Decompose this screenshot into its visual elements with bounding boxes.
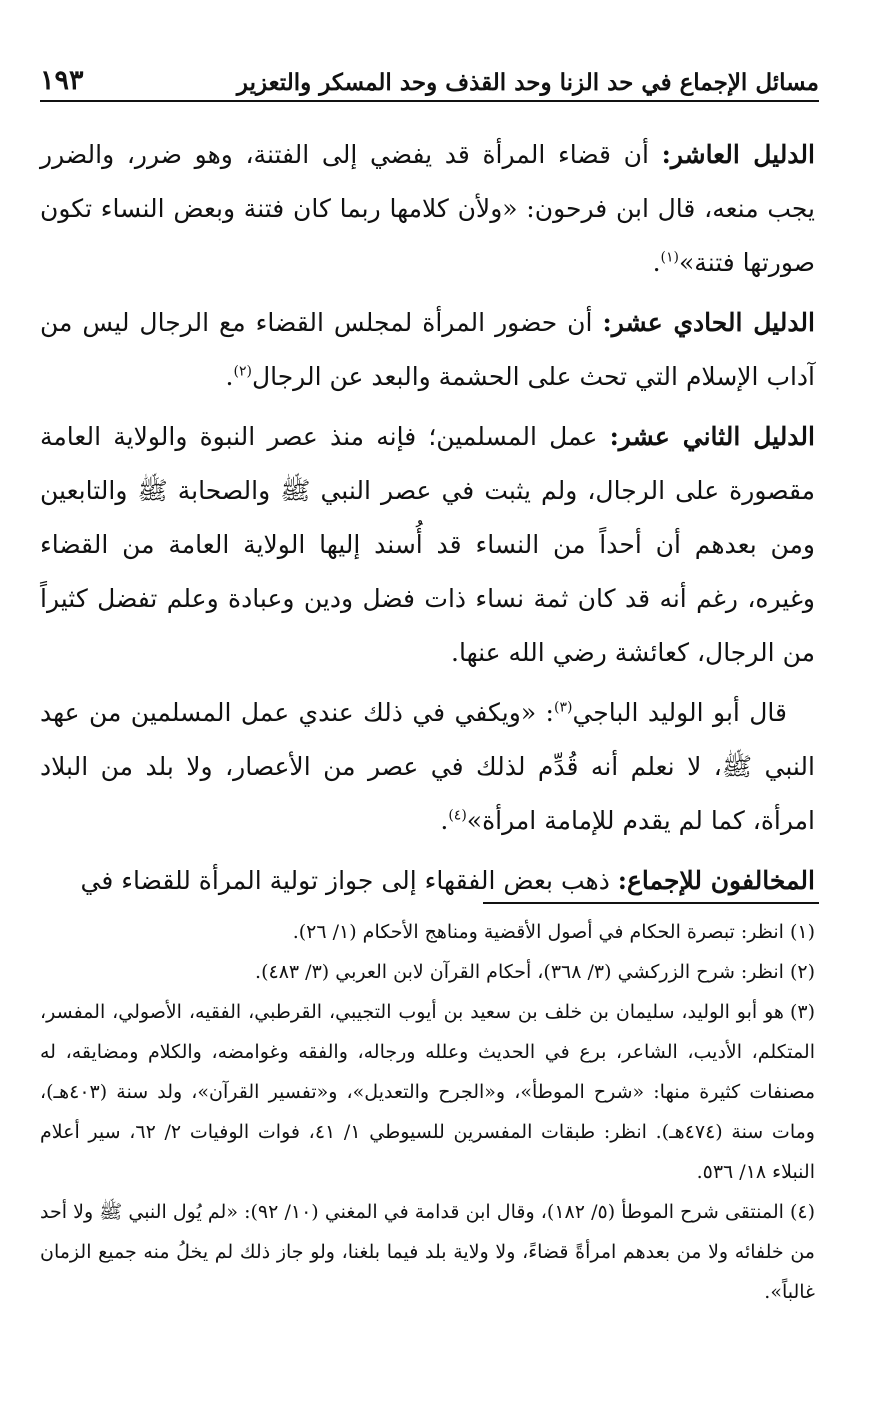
footnote-mark: (١) <box>789 921 815 943</box>
footnote-separator <box>483 902 819 904</box>
footnote-ref: (٣) <box>553 699 573 716</box>
footnote-mark: (٣) <box>789 1001 815 1023</box>
paragraph-label: الدليل العاشر: <box>661 140 815 169</box>
footnote-ref: (٢) <box>233 363 252 380</box>
main-text <box>40 128 815 914</box>
paragraph-baji-quote: قال أبو الوليد الباجي$^{(٣)}$: «ويكفي في ذلك عندي عمل المسلمين من عهد النبي ﷺ، لا نعلم أنه قُدِّم لذلك في عصر من الأعصار، ولا بلد من البلاد امرأة، كما لم يقدم للإمامة امرأة»$^{(٤)}$. <box>40 698 815 835</box>
footnote-2: (٢)انظر: شرح الزركشي (٣/ ٣٦٨)، أحكام القرآن لابن العربي (٣/ ٤٨٣). <box>255 961 815 983</box>
running-header <box>40 52 819 96</box>
footnote-mark: (٤) <box>789 1201 815 1223</box>
running-title: مسائل الإجماع في حد الزنا وحد القذف وحد المسكر والتعزير <box>236 69 819 96</box>
page-number: ١٩٣ <box>40 65 84 96</box>
footnote-ref: (٤) <box>448 807 467 824</box>
paragraph-label: الدليل الحادي عشر: <box>602 308 815 337</box>
paragraph-evidence-12: الدليل الثاني عشر: عمل المسلمين؛ فإنه منذ عصر النبوة والولاية العامة مقصورة على الرجال، ولم يثبت في عصر النبي ﷺ والصحابة ﷺ والتابعين ومن بعدهم أن أحداً من النساء قد أُسند إليها الولاية العامة من القضاء وغيره، رغم أنه قد كان ثمة نساء ذات فضل ودين وعبادة وعلم تفضل كثيراً من الرجال، كعائشة رضي الله عنها. <box>40 422 815 667</box>
paragraph-dissenters: المخالفون للإجماع: ذهب بعض الفقهاء إلى جواز تولية المرأة للقضاء في <box>80 866 815 895</box>
footnotes <box>40 912 815 1312</box>
footnote-1: (١)انظر: تبصرة الحكام في أصول الأقضية ومناهج الأحكام (١/ ٢٦). <box>292 921 815 943</box>
paragraph-evidence-10: الدليل العاشر: أن قضاء المرأة قد يفضي إلى الفتنة، وهو ضرر، والضرر يجب منعه، قال ابن فرحون: «ولأن كلامها ربما كان فتنة وبعض النساء تكون صورتها فتنة»$^{(١)}$. <box>40 140 815 277</box>
paragraph-label: الدليل الثاني عشر: <box>609 422 815 451</box>
footnote-ref: (١) <box>660 249 679 266</box>
footnote-3: (٣)هو أبو الوليد، سليمان بن خلف بن سعيد بن أيوب التجيبي، القرطبي، الفقيه، الأصولي، المفسر، المتكلم، الأديب، الشاعر، برع في الحديث وعلله ورجاله، والفقه وغوامضه، والكلام ومضايقه، له مصنفات كثيرة منها: «شرح الموطأ»، و«الجرح والتعديل»، و«تفسير القرآن»، ولد سنة (٤٠٣هـ)، ومات سنة (٤٧٤هـ). انظر: طبقات المفسرين للسيوطي ١/ ٤١، فوات الوفيات ٢/ ٦٢، سير أعلام النبلاء ١٨/ ٥٣٦. <box>40 1001 815 1183</box>
header-rule <box>40 100 819 102</box>
footnote-mark: (٢) <box>789 961 815 983</box>
footnote-4: (٤)المنتقى شرح الموطأ (٥/ ١٨٢)، وقال ابن قدامة في المغني (١٠/ ٩٢): «لم يُول النبي ﷺ ولا أحد من خلفائه ولا من بعدهم امرأةً قضاءً، ولا ولاية بلد فيما بلغنا، ولو جاز ذلك لم يخلُ منه جميع الزمان غالباً». <box>40 1201 815 1303</box>
paragraph-label: المخالفون للإجماع: <box>617 866 815 895</box>
paragraph-evidence-11: الدليل الحادي عشر: أن حضور المرأة لمجلس القضاء مع الرجال ليس من آداب الإسلام التي تحث على الحشمة والبعد عن الرجال$^{(٢)}$. <box>40 308 815 391</box>
